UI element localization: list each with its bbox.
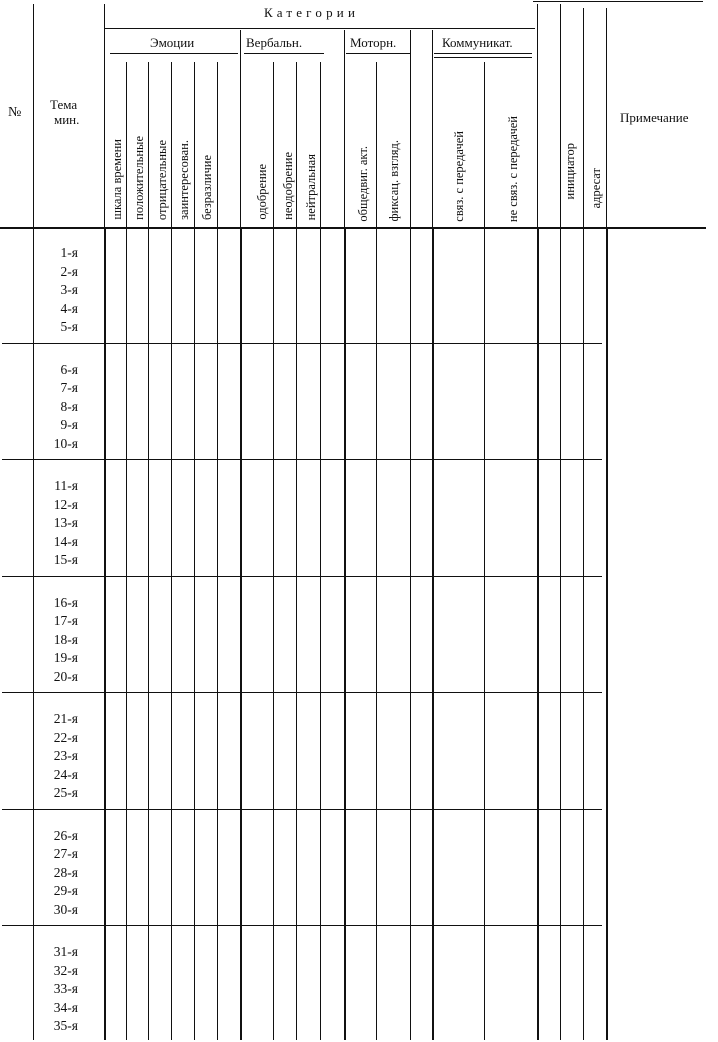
topic-header-line2: мин. xyxy=(54,112,80,127)
body-column-line xyxy=(537,228,539,1040)
minute-label: 17-я xyxy=(53,613,78,628)
subheader-positive: положительные xyxy=(132,136,146,220)
subheader-interested: заинтересован. xyxy=(177,140,191,220)
block-separator xyxy=(2,576,602,577)
header-col-line xyxy=(410,30,411,228)
header-col-line xyxy=(320,62,321,228)
body-column-line xyxy=(320,228,321,1040)
minute-label: 27-я xyxy=(53,846,78,861)
body-column-line xyxy=(240,228,242,1040)
minute-label: 5-я xyxy=(60,319,78,334)
subheader-approval: одобрение xyxy=(255,164,269,220)
header-col-line xyxy=(217,62,218,228)
block-separator xyxy=(2,809,602,810)
verbal-underline xyxy=(244,53,324,54)
body-column-line xyxy=(194,228,195,1040)
header-left-border xyxy=(33,4,34,228)
body-column-line xyxy=(126,228,127,1040)
subheader-initiator: инициатор xyxy=(563,142,577,199)
subheader-addressee: адресат xyxy=(589,167,603,208)
header-col-line xyxy=(296,62,297,228)
body-column-line xyxy=(376,228,377,1040)
header-top-border xyxy=(533,1,703,2)
body-column-line xyxy=(560,228,561,1040)
minute-label: 20-я xyxy=(53,669,78,684)
minute-label: 33-я xyxy=(53,981,78,996)
body-column-line xyxy=(296,228,297,1040)
motor-header: Моторн. xyxy=(350,35,397,50)
minute-label: 28-я xyxy=(53,865,78,880)
header-col-line xyxy=(273,62,274,228)
header-col-line xyxy=(606,8,607,228)
subheader-negative: отрицательные xyxy=(155,139,169,220)
minute-label: 30-я xyxy=(53,902,78,917)
body-column-line xyxy=(606,228,608,1040)
minute-label: 32-я xyxy=(53,963,78,978)
minute-label: 21-я xyxy=(53,711,78,726)
minute-label: 29-я xyxy=(53,883,78,898)
minute-label: 31-я xyxy=(53,944,78,959)
minute-label: 1-я xyxy=(60,245,78,260)
subheader-gaze-fix: фиксац. взгляд. xyxy=(387,140,401,222)
body-column-line xyxy=(484,228,485,1040)
minute-label: 7-я xyxy=(60,380,78,395)
minute-label: 16-я xyxy=(53,595,78,610)
emotions-underline xyxy=(110,53,238,54)
header-group-line xyxy=(344,30,345,228)
minute-label: 12-я xyxy=(53,497,78,512)
minute-label: 24-я xyxy=(53,767,78,782)
subheader-unlinked-transfer: не связ. с передачей xyxy=(506,115,520,222)
minute-label: 35-я xyxy=(53,1018,78,1033)
minute-label: 2-я xyxy=(60,264,78,279)
minute-label: 25-я xyxy=(53,785,78,800)
minute-label: 22-я xyxy=(53,730,78,745)
minute-label: 15-я xyxy=(53,552,78,567)
minute-label: 6-я xyxy=(60,362,78,377)
body-column-line xyxy=(344,228,346,1040)
body-column-line xyxy=(171,228,172,1040)
body-column-line xyxy=(273,228,274,1040)
body-column-line xyxy=(410,228,411,1040)
header-group-line xyxy=(537,4,538,228)
communicative-underline xyxy=(434,53,532,54)
minute-label: 10-я xyxy=(53,436,78,451)
header-topic-border xyxy=(104,4,105,228)
communicative-sub-underline xyxy=(434,57,532,58)
block-separator xyxy=(2,692,602,693)
categories-header: Категории xyxy=(264,5,360,20)
header-col-line xyxy=(583,8,584,228)
header-col-line xyxy=(171,62,172,228)
topic-header-line1: Тема xyxy=(50,97,78,112)
subheader-disapproval: неодобрение xyxy=(281,152,295,220)
block-separator xyxy=(2,343,602,344)
minute-label: 3-я xyxy=(60,282,78,297)
subheader-time-scale: шкала времени xyxy=(110,139,124,220)
subheader-general-motor: общедвиг. акт. xyxy=(356,146,370,222)
categories-underline xyxy=(105,28,535,29)
minute-label: 34-я xyxy=(53,1000,78,1015)
minute-label: 23-я xyxy=(53,748,78,763)
header-bottom-border xyxy=(0,227,706,229)
verbal-header: Вербальн. xyxy=(246,35,303,50)
subheader-neutral: нейтральная xyxy=(304,153,318,220)
body-column-line xyxy=(104,228,106,1040)
header-col-line xyxy=(484,62,485,228)
communicative-header: Коммуникат. xyxy=(442,35,513,50)
note-header: Примечание xyxy=(620,110,689,125)
body-column-line xyxy=(217,228,218,1040)
minute-label: 26-я xyxy=(53,828,78,843)
motor-underline xyxy=(346,53,410,54)
subheader-linked-transfer: связ. с передачей xyxy=(452,131,466,222)
body-column-line xyxy=(432,228,434,1040)
header-col-line xyxy=(376,62,377,228)
subheader-indifference: безразличие xyxy=(200,154,214,220)
minute-label: 19-я xyxy=(53,650,78,665)
minute-label: 13-я xyxy=(53,515,78,530)
minute-label: 9-я xyxy=(60,417,78,432)
minute-label: 18-я xyxy=(53,632,78,647)
block-separator xyxy=(2,925,602,926)
header-col-line xyxy=(560,4,561,228)
minute-label: 11-я xyxy=(54,478,78,493)
number-column-header: № xyxy=(8,105,22,120)
header-group-line xyxy=(240,30,241,228)
minute-label: 4-я xyxy=(60,301,78,316)
header-col-line xyxy=(194,62,195,228)
header-col-line xyxy=(126,62,127,228)
body-column-line xyxy=(583,228,584,1040)
header-col-line xyxy=(148,62,149,228)
minute-label: 8-я xyxy=(60,399,78,414)
emotions-header: Эмоции xyxy=(150,35,195,50)
header-group-line xyxy=(432,30,433,228)
block-separator xyxy=(2,459,602,460)
minute-label: 14-я xyxy=(53,534,78,549)
body-column-line xyxy=(148,228,149,1040)
